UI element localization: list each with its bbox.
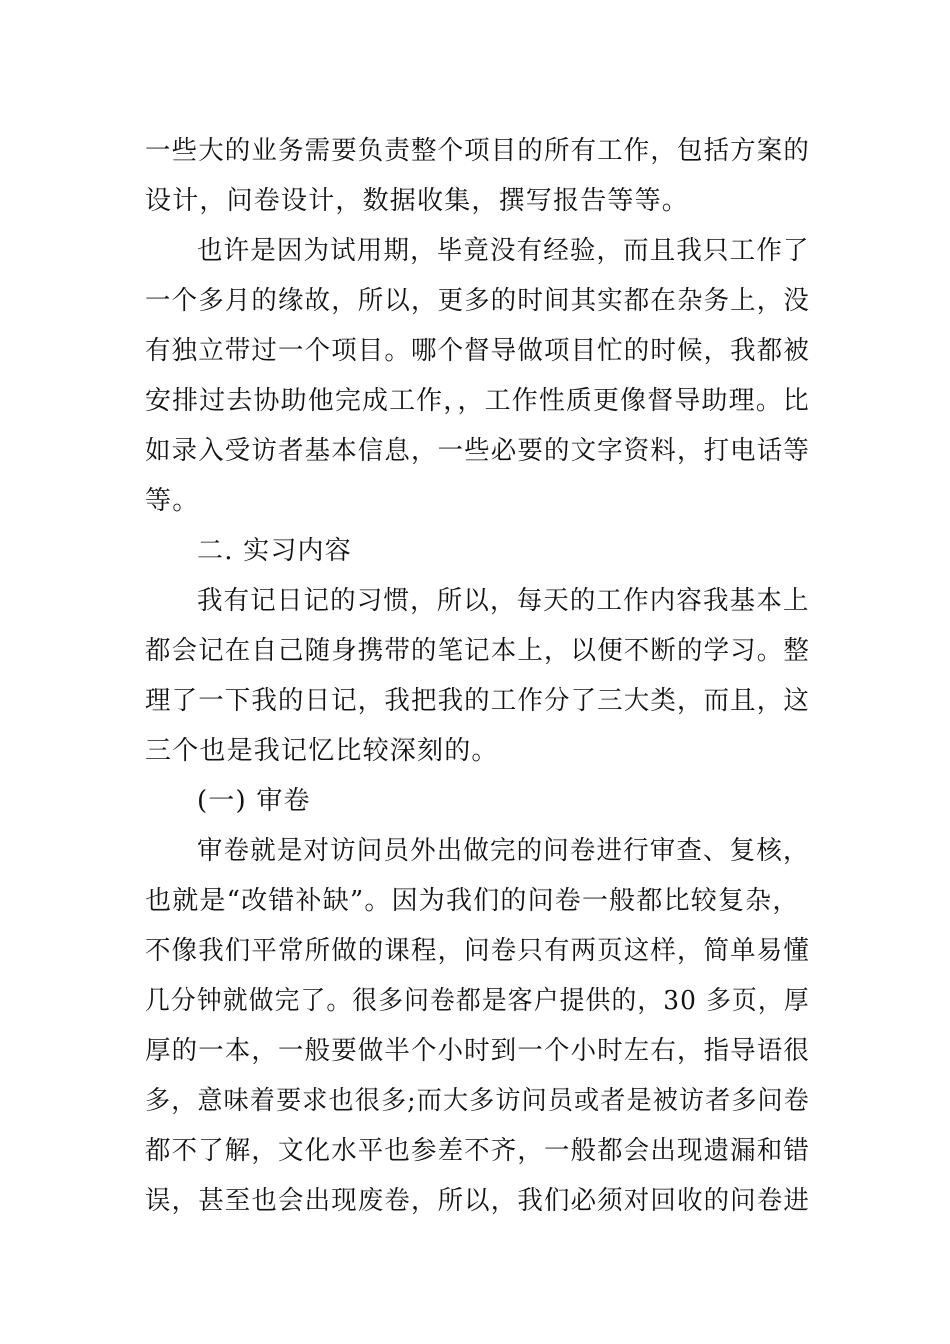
text-line: 如录入受访者基本信息，一些必要的文字资料，打电话等: [145, 436, 810, 466]
text-line: 几分钟就做完了。很多问卷都是客户提供的，30 多页，厚: [145, 986, 810, 1016]
text-line: 厚的一本，一般要做半个小时到一个小时左右，指导语很: [145, 1036, 810, 1066]
text-line: 一些大的业务需要负责整个项目的所有工作，包括方案的: [145, 136, 810, 166]
text-line: 误，甚至也会出现废卷，所以，我们必须对回收的问卷进: [145, 1186, 810, 1216]
text-line: 理了一下我的日记，我把我的工作分了三大类，而且，这: [145, 686, 810, 716]
text-line: 等。: [145, 486, 200, 516]
text-line: 审卷就是对访问员外出做完的问卷进行审查、复核，: [197, 836, 810, 866]
text-line: 设计，问卷设计，数据收集，撰写报告等等。: [145, 186, 690, 216]
text-line: 都会记在自己随身携带的笔记本上，以便不断的学习。整: [145, 636, 810, 666]
text-line: 多，意味着要求也很多;而大多访问员或者是被访者多问卷: [145, 1086, 810, 1116]
text-line: 也许是因为试用期，毕竟没有经验，而且我只工作了: [197, 236, 810, 266]
text-line: 一个多月的缘故，所以，更多的时间其实都在杂务上，没: [145, 286, 810, 316]
text-line: 我有记日记的习惯，所以，每天的工作内容我基本上: [197, 586, 810, 616]
text-line: 也就是“改错补缺”。因为我们的问卷一般都比较复杂，: [145, 886, 800, 916]
text-line: 有独立带过一个项目。哪个督导做项目忙的时候，我都被: [145, 336, 810, 366]
text-line: 不像我们平常所做的课程，问卷只有两页这样，简单易懂: [145, 936, 810, 966]
text-line: 安排过去协助他完成工作，，工作性质更像督导助理。比: [145, 386, 811, 416]
text-line: 都不了解，文化水平也参差不齐，一般都会出现遗漏和错: [145, 1136, 810, 1166]
section-heading: 二. 实习内容: [197, 536, 352, 566]
subsection-heading: (一) 审卷: [197, 786, 311, 816]
text-line: 三个也是我记忆比较深刻的。: [145, 736, 499, 766]
